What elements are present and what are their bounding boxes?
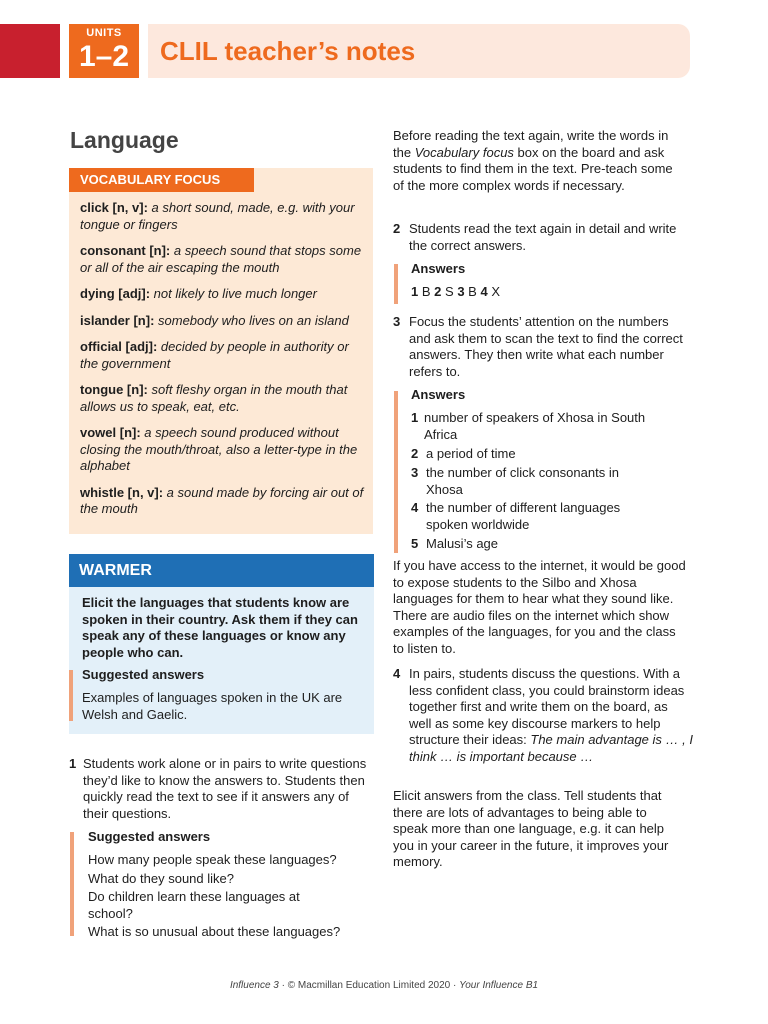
step-1-answer: What do they sound like? [88,871,234,886]
vocab-item [80,485,370,518]
step-number: 3 [393,314,401,329]
answer-number: 2 [411,446,419,461]
vocab-term: click [n, v]: [80,200,148,215]
step-1-answer: What is so unusual about these languages? [88,924,341,939]
answer-bar [69,670,73,721]
answer-number: 5 [411,536,419,551]
answer-text: number of speakers of Xhosa in South Africa [424,410,646,442]
vocab-item [80,425,370,475]
step-3-text: Focus the students’ attention on the numbers and ask them to scan the text to find the correct answers. They then write what each number refers to. [409,314,683,379]
answer-number: 1 [411,284,419,299]
footer-book: Influence 3 [229,980,279,991]
answer-number: 4 [480,284,488,299]
footer-series: Your Influence B1 [459,980,539,991]
title-band [148,24,690,78]
vocab-item [80,286,370,303]
vocab-item [80,382,370,415]
answer-bar [394,264,398,304]
answer-number: 4 [411,500,419,515]
answer-text: the number of different languages spoken worldwide [426,500,621,532]
step-1-answer: Do children learn these languages at school? [88,889,300,921]
vocabulary-box [69,168,373,534]
answer-bar [70,832,74,936]
answer-number: 2 [434,284,442,299]
step-4-text [409,666,693,765]
warmer-suggested-text: Examples of languages spoken in the UK are Welsh and Gaelic. [82,690,343,722]
vocab-definition: somebody who lives on an island [154,312,349,328]
page-footer [0,978,768,995]
step-3-answers-heading: Answers [411,387,466,402]
answer-value: X [491,284,500,299]
intro-emphasis: Vocabulary focus [414,144,514,160]
answer-text: the number of click consonants in Xhosa [426,465,619,497]
vocab-term: tongue [n]: [80,382,148,397]
warmer-instructions: Elicit the languages that students know are spoken in their country. Ask them if they can speak any of these languages or know any people who can. [82,595,358,660]
step-number: 4 [393,666,401,681]
vocab-term: vowel [n]: [80,425,141,440]
vocab-item [80,243,370,276]
vocab-item [80,313,370,330]
step-1-answer: How many people speak these languages? [88,852,337,867]
intro-paragraph [393,128,683,194]
elicit-paragraph: Elicit answers from the class. Tell students that there are lots of advantages to being able to speak more than one language, e.g. it can help you in your career in the future, it improves your memory. [393,788,669,869]
units-number: 1–2 [78,40,130,73]
vocab-definition: soft fleshy organ in the mouth that allows us to speak, eat, etc. [80,382,348,414]
vocab-definition: a speech sound that stops some or all of the air escaping the mouth [80,243,362,275]
warmer-heading: WARMER [69,554,374,587]
answer-text: Malusi’s age [426,536,499,551]
step-2-text: Students read the text again in detail and write the correct answers. [409,221,677,253]
vocab-term: consonant [n]: [80,243,171,258]
step-number: 1 [69,756,77,771]
step-2-answers [411,284,500,301]
footer-copyright: · © Macmillan Education Limited 2020 · [278,980,460,991]
answer-number: 3 [411,465,419,480]
vocab-item [80,339,370,372]
warmer-box [69,554,374,734]
intro-text: Before reading the text again, write the words in the [393,128,669,160]
answer-text: a period of time [426,446,516,461]
step-4-emphasis: The main advantage is … , I think … is important because … [409,732,693,764]
answer-number: 1 [411,410,419,425]
step-number: 2 [393,221,401,236]
header-red-tab [0,24,60,78]
step-4-body: In pairs, students discuss the questions. With a less confident class, you could brainstorm ideas together first and write them on the board, as well as some key discourse markers to help structure their ideas: [409,666,685,747]
answer-value: B [468,284,477,299]
vocabulary-list [80,200,370,528]
vocab-item [80,200,370,233]
vocab-term: dying [adj]: [80,286,151,301]
step-1-text: Students work alone or in pairs to write questions they’d like to know the answers to. Students then quickly read the text to see if it answers any of their questions. [83,756,367,821]
vocab-term: whistle [n, v]: [80,484,164,500]
vocab-definition: decided by people in authority or the government [80,339,349,371]
step-2-answers-heading: Answers [411,261,466,276]
vocab-definition: not likely to live much longer [150,286,317,301]
step-1-suggested-heading: Suggested answers [88,829,211,844]
units-label: UNITS [86,27,122,39]
warmer-suggested-heading: Suggested answers [82,667,205,682]
intro-text: box on the board and ask students to find them in the text. Pre-teach some of the more complex words if necessary. [393,144,673,193]
vocab-term: islander [n]: [80,312,155,328]
answer-bar [394,391,398,553]
vocabulary-heading: VOCABULARY FOCUS [69,168,254,192]
section-title: Language [70,127,179,153]
answer-value: B [421,284,431,299]
answer-number: 3 [457,284,465,299]
page-title: CLIL teacher’s notes [160,36,416,66]
units-badge [69,24,139,78]
vocab-definition: a short sound, made, e.g. with your tongue or fingers [80,200,355,232]
vocab-definition: a sound made by forcing air out of the mouth [80,484,364,516]
internet-paragraph: If you have access to the internet, it would be good to expose students to the Silbo and Xhosa languages for them to hear what they sound like. There are audio files on the internet which show examples of the languages, for you and the class to listen to. [393,558,686,656]
vocab-definition: a speech sound produced without closing the mouth/throat, also a letter-type in the alphabet [80,425,358,473]
answer-value: S [445,284,454,299]
vocab-term: official [adj]: [80,339,158,354]
